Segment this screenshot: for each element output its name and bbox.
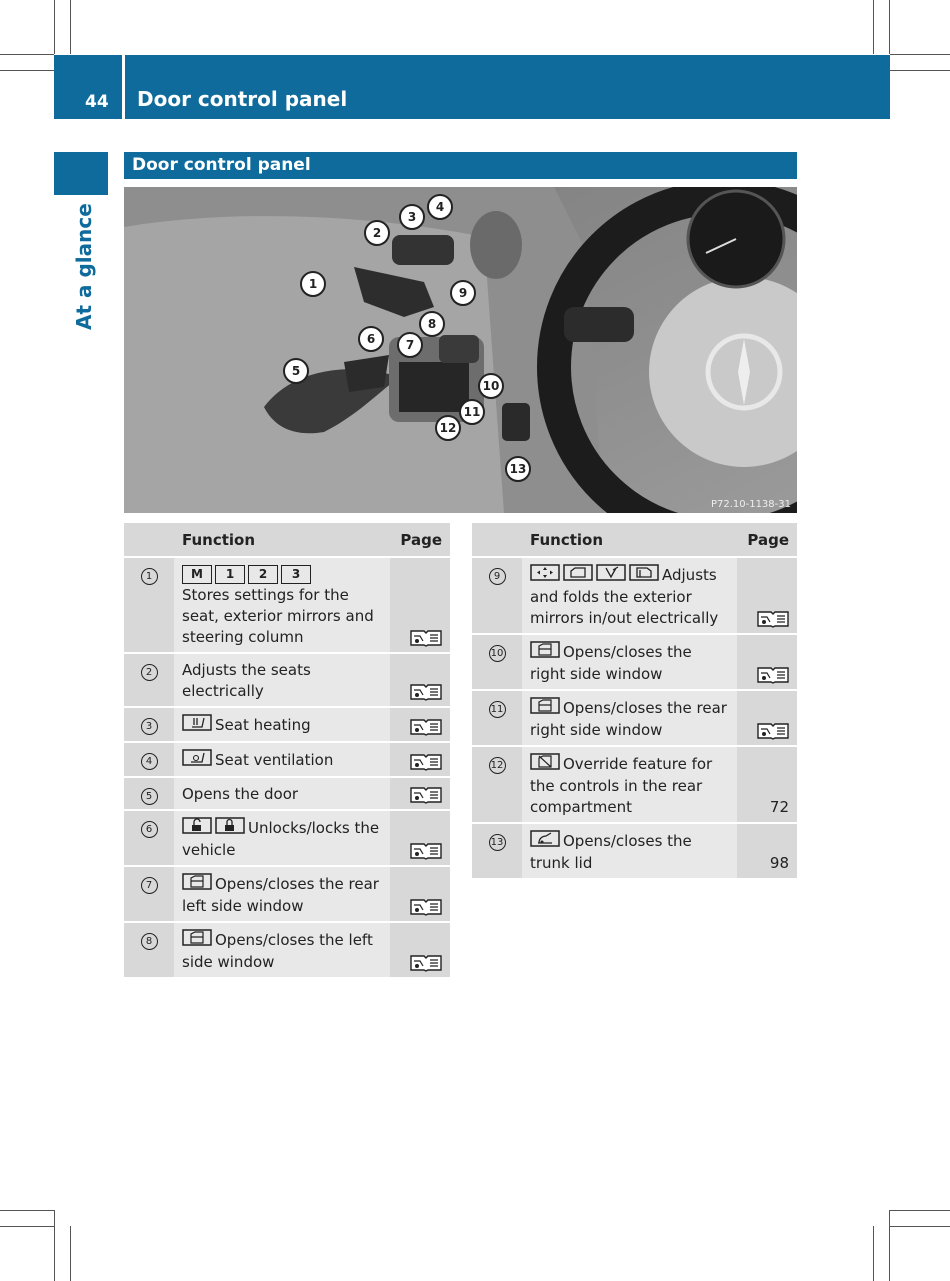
- page-reference: 72: [769, 798, 789, 816]
- function-cell: [174, 867, 390, 921]
- memory-key-m: M: [182, 565, 212, 584]
- row-number-cell: [472, 691, 522, 745]
- row-number-cell: [124, 867, 174, 921]
- page-cell: [390, 558, 450, 652]
- table-row: [124, 558, 450, 652]
- crop-mark: [873, 0, 874, 54]
- callout-13: 13: [505, 456, 531, 482]
- memory-key-2: 2: [248, 565, 278, 584]
- row-number-cell: [124, 558, 174, 652]
- function-text: Seat heating: [215, 716, 311, 734]
- crop-mark: [890, 70, 950, 71]
- function-cell: [174, 778, 390, 809]
- function-text: Opens/closes the left side window: [182, 931, 373, 971]
- function-table-left: [124, 521, 450, 979]
- book-icon: [410, 841, 442, 859]
- row-number: 4: [141, 753, 158, 770]
- function-header: Function: [174, 523, 390, 556]
- callout-11: 11: [459, 399, 485, 425]
- page-reference: 98: [769, 854, 789, 872]
- door-panel-illustration: [124, 187, 797, 513]
- function-text: Seat ventilation: [215, 751, 334, 769]
- side-tab-label: At a glance: [72, 203, 96, 330]
- page-cell: [737, 558, 797, 633]
- row-number-cell: [124, 708, 174, 741]
- crop-mark: [889, 0, 890, 54]
- page-cell: [390, 923, 450, 977]
- book-icon: [410, 785, 442, 803]
- book-icon: [757, 609, 789, 627]
- page-header-cell: Page: [737, 523, 797, 556]
- lock-icon: [215, 817, 245, 840]
- row-number-cell: [124, 811, 174, 865]
- crop-mark: [890, 54, 950, 55]
- override-icon: [530, 753, 560, 776]
- unlock-icon: [182, 817, 212, 840]
- trunk-icon: [530, 830, 560, 853]
- page-cell: [737, 635, 797, 689]
- side-tab-block: [54, 152, 108, 195]
- book-icon: [410, 752, 442, 770]
- table-row: [124, 923, 450, 977]
- row-number: 1: [141, 568, 158, 585]
- table-row: [124, 811, 450, 865]
- page-cell: [390, 867, 450, 921]
- function-text: Opens/closes the rear right side window: [530, 699, 727, 739]
- mirror-fold-icon: [596, 564, 626, 587]
- function-text: Adjusts and folds the exterior mirrors in/out electrically: [530, 566, 719, 627]
- num-header: [472, 523, 522, 556]
- row-number: 11: [489, 701, 506, 718]
- crop-mark: [873, 1226, 874, 1281]
- function-text: Opens the door: [182, 785, 299, 803]
- table-row: [124, 743, 450, 776]
- function-text: Override feature for the controls in the rear compartment: [530, 755, 713, 816]
- mirror-right-icon: [629, 564, 659, 587]
- mirror-left-icon: [563, 564, 593, 587]
- callout-7: 7: [397, 332, 423, 358]
- function-cell: [522, 558, 737, 633]
- page-cell: [737, 691, 797, 745]
- function-text: Opens/closes the rear left side window: [182, 875, 379, 915]
- function-cell: [174, 923, 390, 977]
- row-number-cell: [472, 635, 522, 689]
- table-row: [124, 654, 450, 706]
- crop-mark: [890, 1226, 950, 1227]
- page-title: Door control panel: [137, 87, 348, 111]
- page-cell: [737, 824, 797, 878]
- mirror-adjust-icon: [530, 564, 560, 587]
- function-text: Opens/closes the right side window: [530, 643, 692, 683]
- table-row: [472, 558, 797, 633]
- crop-mark: [889, 1210, 890, 1281]
- table-row: [472, 824, 797, 878]
- function-text: Unlocks/locks the vehicle: [182, 819, 380, 859]
- row-number-cell: [472, 747, 522, 822]
- table-row: [124, 778, 450, 809]
- book-icon: [757, 665, 789, 683]
- callout-8: 8: [419, 311, 445, 337]
- row-number: 2: [141, 664, 158, 681]
- page-number: 44: [85, 92, 109, 112]
- function-header: Function: [522, 523, 737, 556]
- crop-mark: [0, 1226, 54, 1227]
- row-number: 3: [141, 718, 158, 735]
- section-title: Door control panel: [124, 152, 797, 179]
- row-number: 5: [141, 788, 158, 805]
- callout-1: 1: [300, 271, 326, 297]
- table-row: [124, 708, 450, 741]
- callout-10: 10: [478, 373, 504, 399]
- crop-mark: [54, 1210, 55, 1281]
- callout-4: 4: [427, 194, 453, 220]
- book-icon: [410, 682, 442, 700]
- callout-3: 3: [399, 204, 425, 230]
- window-icon: [530, 641, 560, 664]
- row-number-cell: [472, 558, 522, 633]
- table-row: [472, 691, 797, 745]
- function-table-right: [472, 521, 797, 880]
- book-icon: [410, 717, 442, 735]
- function-cell: [174, 654, 390, 706]
- row-number-cell: [124, 654, 174, 706]
- crop-mark: [0, 1210, 54, 1211]
- seat-ventilation-icon: [182, 749, 212, 772]
- function-text: Stores settings for the seat, exterior mirrors and steering column: [182, 586, 374, 646]
- row-number: 8: [141, 933, 158, 950]
- num-header: [124, 523, 174, 556]
- crop-mark: [890, 1210, 950, 1211]
- function-cell: [174, 708, 390, 741]
- function-cell: [522, 691, 737, 745]
- table-row: [124, 867, 450, 921]
- book-icon: [410, 897, 442, 915]
- page-cell: [737, 747, 797, 822]
- row-number: 9: [489, 568, 506, 585]
- row-number-cell: [472, 824, 522, 878]
- page-header-cell: Page: [390, 523, 450, 556]
- window-icon: [182, 873, 212, 896]
- table-header-row: [472, 523, 797, 556]
- table-row: [472, 635, 797, 689]
- callout-2: 2: [364, 220, 390, 246]
- function-cell: [174, 811, 390, 865]
- row-number-cell: [124, 743, 174, 776]
- row-number: 7: [141, 877, 158, 894]
- door-panel-drawing: [124, 187, 797, 513]
- book-icon: [410, 628, 442, 646]
- callout-5: 5: [283, 358, 309, 384]
- function-cell: [174, 558, 390, 652]
- crop-mark: [70, 0, 71, 54]
- row-number: 10: [489, 645, 506, 662]
- row-number-cell: [124, 923, 174, 977]
- page-cell: [390, 654, 450, 706]
- page-cell: [390, 778, 450, 809]
- book-icon: [757, 721, 789, 739]
- function-cell: [522, 635, 737, 689]
- page-cell: [390, 708, 450, 741]
- figure-code: P72.10-1138-31: [710, 499, 791, 510]
- function-cell: [174, 743, 390, 776]
- function-text: Adjusts the seats electrically: [182, 661, 311, 700]
- table-header-row: [124, 523, 450, 556]
- crop-mark: [70, 1226, 71, 1281]
- row-number: 12: [489, 757, 506, 774]
- header-divider: [122, 55, 125, 119]
- callout-6: 6: [358, 326, 384, 352]
- function-cell: [522, 824, 737, 878]
- seat-heating-icon: [182, 714, 212, 737]
- table-row: [472, 747, 797, 822]
- crop-mark: [0, 54, 54, 55]
- row-number-cell: [124, 778, 174, 809]
- page-cell: [390, 811, 450, 865]
- callout-9: 9: [450, 280, 476, 306]
- function-text: Opens/closes the trunk lid: [530, 832, 692, 872]
- function-cell: [522, 747, 737, 822]
- memory-key-3: 3: [281, 565, 311, 584]
- row-number: 6: [141, 821, 158, 838]
- callout-12: 12: [435, 415, 461, 441]
- window-icon: [182, 929, 212, 952]
- window-icon: [530, 697, 560, 720]
- book-icon: [410, 953, 442, 971]
- memory-key-1: 1: [215, 565, 245, 584]
- crop-mark: [54, 0, 55, 54]
- crop-mark: [0, 70, 54, 71]
- page-cell: [390, 743, 450, 776]
- row-number: 13: [489, 834, 506, 851]
